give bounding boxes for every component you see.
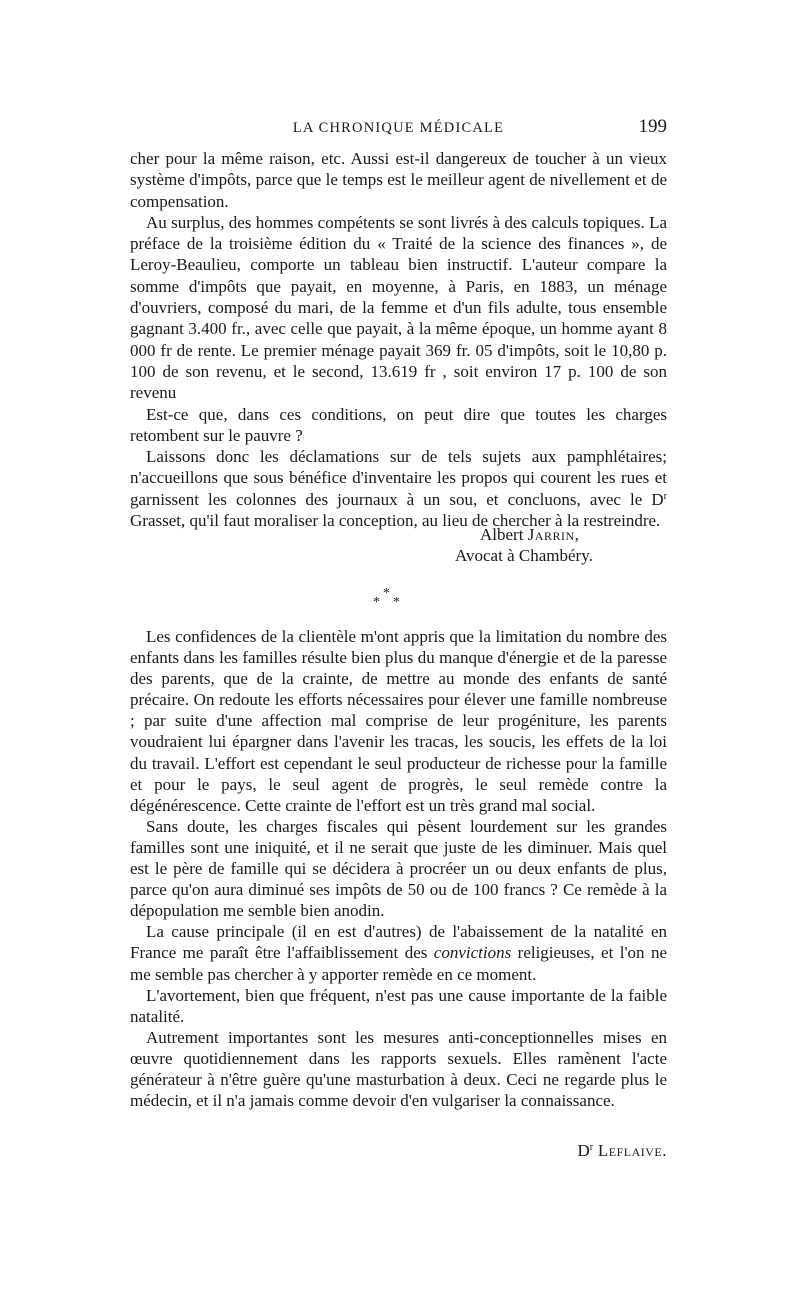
asterism-separator bbox=[370, 586, 410, 612]
asterisk-left: * bbox=[373, 595, 380, 610]
paragraph-charges-fiscales: Sans doute, les charges fiscales qui pèsent lourdement sur les grandes familles sont une iniquité, et il ne serait que juste de les diminuer. Mais quel est le père de famille qui se décidera à procréer un ou deux enfants de plus, parce qu'on aura diminué ses impôts de 50 ou de 100 francs ? Ce remède à la dépopulation me semble bien anodin. bbox=[130, 816, 667, 921]
paragraph-confidences: Les confidences de la clientèle m'ont appris que la limitation du nombre des enfants dans les familles résulte bien plus du manque d'énergie et de la paresse des parents, que de la crainte, de mettre au monde des enfants de santé précaire. On redoute les efforts nécessaires pour élever une famille nombreuse ; par suite d'une affection mal comprise de leur progéniture, les parents voudraient lui épargner dans l'avenir les tracas, les soucis, les effets de la loi du travail. L'effort est cependant le seul producteur de richesse pour la famille et pour le pays, le seul agent de progrès, le seul remède contre la dégénérescence. Cette crainte de l'effort est un très grand mal social. bbox=[130, 627, 667, 815]
signature-jarrin bbox=[130, 524, 667, 566]
author-last-name: Jarrin, bbox=[527, 525, 580, 544]
running-head bbox=[130, 116, 667, 140]
page-number: 199 bbox=[638, 116, 667, 137]
paragraph-question: Est-ce que, dans ces conditions, on peut dire que toutes les charges retombent sur le pauvre ? bbox=[130, 404, 667, 445]
article-body-1 bbox=[130, 148, 667, 531]
doctor-prefix-sup: r bbox=[589, 1142, 594, 1153]
conclusion-text-b: Grasset, qu'il faut moraliser la conception, au lieu de chercher à la restreindre. bbox=[130, 511, 661, 531]
cause-text-a: La cause principale (il en est d'autres) de l'abaissement de la natalité en France me paraît être l'affaiblissement des bbox=[130, 922, 667, 963]
article-body-2 bbox=[130, 626, 667, 1111]
journal-title: LA CHRONIQUE MÉDICALE bbox=[292, 120, 505, 136]
paragraph-continued: cher pour la même raison, etc. Aussi est-il dangereux de toucher à un vieux système d'impôts, parce que le temps est le meilleur agent de nivellement et de compensation. bbox=[130, 149, 667, 211]
doctor-name: Leflaive. bbox=[593, 1141, 667, 1160]
asterisk-right: * bbox=[393, 595, 400, 610]
author-role: Avocat à Chambéry. bbox=[455, 546, 593, 565]
paragraph-conclusion bbox=[130, 446, 667, 531]
paragraph-mesures: Autrement importantes sont les mesures anti-conceptionnelles mises en œuvre quotidiennement dans les rapports sexuels. Elles ramènent l'acte générateur à n'être guère qu'une masturbation à deux. Ceci ne regarde plus le médecin, et il n'a jamais comme devoir d'en vulgariser la connaissance. bbox=[130, 1027, 667, 1111]
conclusion-text-a: Laissons donc les déclamations sur de tels sujets aux pamphlétaires; n'accueillons que sous bénéfice d'inventaire les propos qui courent les rues et garnissent les colonnes des journaux à un sou, et concluons, avec le D bbox=[130, 447, 667, 509]
doctor-abbrev-sup: r bbox=[663, 490, 667, 502]
asterisk-top: * bbox=[383, 586, 390, 601]
author-name bbox=[130, 524, 667, 545]
paragraph-avortement: L'avortement, bien que fréquent, n'est pas une cause importante de la faible natalité. bbox=[130, 985, 667, 1026]
signature-leflaive bbox=[130, 1140, 667, 1161]
cause-text-b: religieuses, et l'on ne me semble pas chercher à y apporter remède en ce moment. bbox=[130, 943, 667, 984]
paragraph-cause-principale bbox=[130, 921, 667, 984]
doctor-prefix: D bbox=[577, 1141, 590, 1160]
convictions-italic: convictions bbox=[433, 943, 512, 963]
author-first-name: Albert bbox=[480, 525, 528, 544]
paragraph-calculs: Au surplus, des hommes compétents se sont livrés à des calculs topiques. La préface de la troisième édition du « Traité de la science des finances », de Leroy-Beaulieu, comporte un tableau bien instructif. L'auteur compare la somme d'impôts que payait, en moyenne, à Paris, en 1883, un ménage d'ouvriers, composé du mari, de la femme et d'un fils adulte, tous ensemble gagnant 3.400 fr., avec celle que payait, à la même époque, un homme ayant 8 000 fr de rente. Le premier ménage payait 369 fr. 05 d'impôts, soit le 10,80 p. 100 de son revenu, et le second, 13.619 fr , soit environ 17 p. 100 de son revenu bbox=[130, 212, 667, 403]
